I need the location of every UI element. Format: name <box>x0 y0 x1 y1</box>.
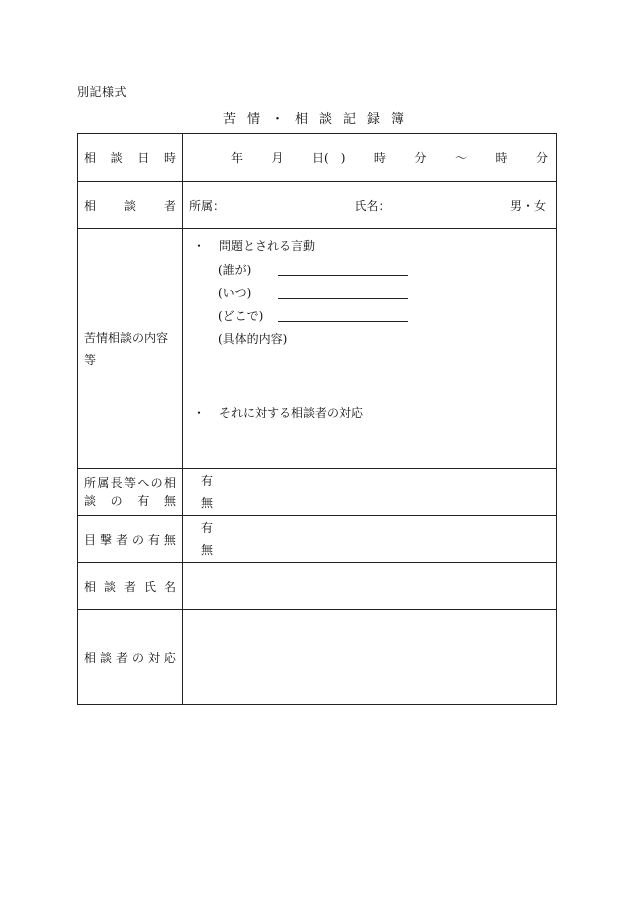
label-char: 応 <box>163 650 176 665</box>
who-line <box>218 261 546 278</box>
range-tilde: ～ <box>454 151 467 165</box>
label-line: 等 <box>84 352 97 367</box>
option-no[interactable]: 無 <box>201 496 214 510</box>
counselor-response-field[interactable] <box>183 610 557 705</box>
label-char: 所 <box>84 476 97 490</box>
who-input-line[interactable] <box>278 263 408 276</box>
label-spread <box>84 531 176 548</box>
label-char: 有 <box>137 494 150 508</box>
document-title: 苦情・相談記録簿 <box>222 112 415 127</box>
label-char: 相 <box>84 579 97 594</box>
label-char: 者 <box>115 532 128 547</box>
row-complaint-content <box>78 229 557 469</box>
label-spread <box>84 492 176 510</box>
end-hour-label: 時 <box>495 151 508 165</box>
option-no[interactable]: 無 <box>201 543 214 557</box>
label-char: 者 <box>163 198 176 213</box>
label-counselor-response <box>78 610 183 705</box>
label-spread <box>84 649 176 666</box>
content-block <box>183 229 556 432</box>
counselor-name-field[interactable] <box>183 563 557 610</box>
label-counselor-name <box>78 563 183 610</box>
label-char: 無 <box>163 494 176 508</box>
label-char: 相 <box>84 151 97 165</box>
label-char: 有 <box>147 532 160 547</box>
consultant-values <box>183 197 556 214</box>
row-consultant <box>78 182 557 229</box>
label-witness <box>78 516 183 563</box>
label-char: 談 <box>84 494 97 508</box>
label-char: の <box>110 494 123 508</box>
end-minute-label: 分 <box>535 151 548 165</box>
month-label: 月 <box>271 151 284 165</box>
label-char: 対 <box>147 650 160 665</box>
row-date-time <box>78 134 557 182</box>
when-line <box>218 284 546 301</box>
response-label: それに対する相談者の対応 <box>219 406 364 420</box>
row-counselor-response <box>78 610 557 705</box>
label-spread <box>84 474 176 492</box>
day-label: 日( ) <box>312 151 346 165</box>
label-spread <box>84 149 176 166</box>
option-yes[interactable]: 有 <box>201 521 214 535</box>
label-char: 名 <box>163 579 176 594</box>
bullet-mark: ・ <box>193 239 206 253</box>
yes-no-options <box>183 517 556 561</box>
label-char: 撃 <box>99 532 112 547</box>
label-chief-consultation <box>78 469 183 516</box>
label-char: 氏 <box>143 579 156 594</box>
who-label: (誰が) <box>218 263 252 277</box>
witness-field <box>183 516 557 563</box>
option-yes[interactable]: 有 <box>201 474 214 488</box>
label-char: 属 <box>97 476 110 490</box>
label-char: 無 <box>163 532 176 547</box>
bullet-response <box>193 404 546 422</box>
label-complaint-content <box>78 229 183 469</box>
where-input-line[interactable] <box>278 309 408 322</box>
minute-label: 分 <box>414 151 427 165</box>
label-wrap <box>84 327 176 371</box>
label-spread <box>84 197 176 214</box>
problem-behavior-label: 問題とされる言動 <box>219 239 316 253</box>
label-char: 相 <box>163 476 176 490</box>
label-line: 苦情相談の内容 <box>84 330 169 345</box>
year-label: 年 <box>231 151 244 165</box>
yes-no-options <box>183 470 556 514</box>
detail-label: (具体的内容) <box>218 332 288 346</box>
annex-label: 別記様式 <box>77 85 128 99</box>
label-char: 談 <box>99 650 112 665</box>
row-counselor-name <box>78 563 557 610</box>
where-line <box>218 307 546 324</box>
bullet-mark: ・ <box>193 406 206 420</box>
consultant-field[interactable] <box>183 182 557 229</box>
label-char: 相 <box>84 198 97 213</box>
complaint-content-field[interactable] <box>183 229 557 469</box>
label-char: 談 <box>123 198 136 213</box>
date-time-values <box>183 149 556 166</box>
label-char: 談 <box>103 579 116 594</box>
label-char: の <box>150 476 163 490</box>
label-char: へ <box>137 476 150 490</box>
when-label: (いつ) <box>218 286 252 300</box>
date-time-field[interactable] <box>183 134 557 182</box>
label-date-time <box>78 134 183 182</box>
chief-consultation-field <box>183 469 557 516</box>
gender-label: 男・女 <box>509 198 546 213</box>
hour-label: 時 <box>373 151 386 165</box>
label-char: 談 <box>110 151 123 165</box>
label-consultant <box>78 182 183 229</box>
label-char: 等 <box>123 476 136 490</box>
label-char: 者 <box>123 579 136 594</box>
record-table <box>77 133 557 705</box>
when-input-line[interactable] <box>278 286 408 299</box>
row-chief-consultation <box>78 469 557 516</box>
row-witness <box>78 516 557 563</box>
label-char: 目 <box>84 532 97 547</box>
label-char: 者 <box>115 650 128 665</box>
label-spread <box>84 578 176 595</box>
affiliation-label: 所属： <box>189 198 226 213</box>
label-char: 時 <box>163 151 176 165</box>
label-char: 長 <box>110 476 123 490</box>
bullet-problem-behavior <box>193 237 546 255</box>
name-label: 氏名： <box>354 198 391 213</box>
label-char: の <box>131 532 144 547</box>
label-char: 日 <box>137 151 150 165</box>
label-char: 相 <box>84 650 97 665</box>
label-char: の <box>131 650 144 665</box>
where-label: (どこで) <box>218 309 264 323</box>
